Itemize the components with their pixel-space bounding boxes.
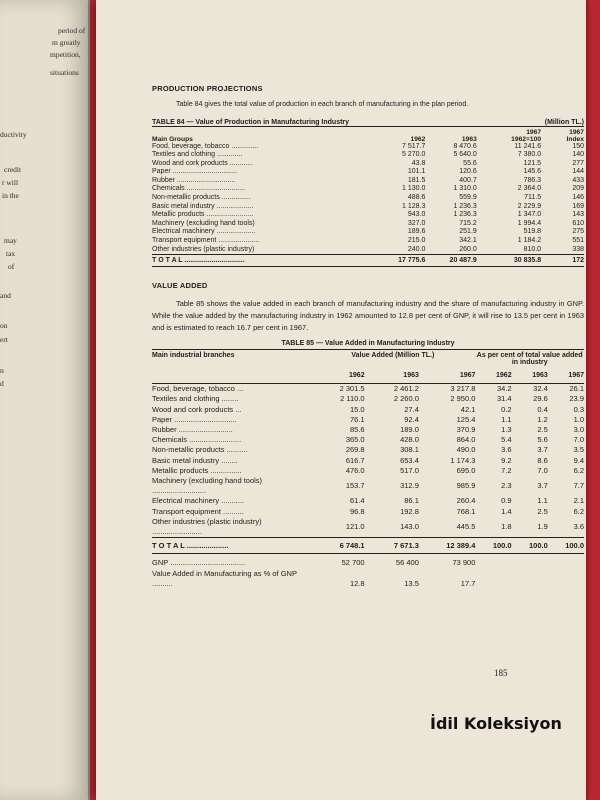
table85-cell: 3.7	[537, 481, 548, 491]
table85-cell: 0.4	[537, 404, 548, 414]
table84-cell: 275	[572, 228, 584, 236]
table84-col-index-year: 1967	[569, 128, 584, 136]
table84-cell: 400.7	[459, 176, 477, 184]
table84-cell: 144	[572, 168, 584, 176]
table85-cell: 2 110.0	[340, 394, 365, 404]
table85-cell: 370.9	[456, 425, 476, 435]
table85-total-cell: 100.0	[475, 538, 511, 554]
table85-year: 1967	[548, 366, 584, 384]
table85-cell: 29.6	[533, 394, 548, 404]
table85-row	[152, 466, 584, 476]
table84-cell: 240.0	[407, 245, 426, 253]
left-fragment: in the	[2, 191, 19, 200]
table84-cell: 2 364.0	[517, 185, 542, 193]
table84-cell: 1 130.0	[402, 185, 426, 193]
table85-cell: 695.0	[456, 465, 476, 475]
table84-cell: 1 310.0	[453, 185, 477, 193]
left-fragment: ductivity	[0, 130, 27, 139]
table85-cell: 1.8	[501, 521, 512, 531]
table85-cell: 1.1	[501, 414, 512, 424]
table85-total-label: T O T A L ....................	[152, 538, 310, 554]
table84-cell: 7 517.7	[402, 142, 426, 150]
table85-cell: 23.9	[569, 394, 584, 404]
table85-cell: 2.1	[573, 496, 584, 506]
table85-cell: 5.4	[501, 435, 512, 445]
table84-cell: 169	[572, 202, 584, 210]
left-fragment: n	[0, 366, 4, 375]
table84-row	[152, 228, 584, 237]
table85-gnp-cell: 56 400	[395, 558, 419, 568]
table85-share-cell: 13.5	[404, 579, 419, 589]
table84-caption: TABLE 84 — Value of Production in Manufacturing Industry	[152, 118, 350, 126]
table84-col-1962: 1962	[410, 135, 426, 143]
table84-cell: 209	[572, 185, 584, 193]
table85-row	[152, 425, 584, 435]
table84-cell: 43.8	[411, 159, 426, 167]
table84-cell: 338	[572, 245, 584, 253]
table84-row	[152, 237, 584, 246]
table85-total-cell: 6 748.1	[310, 538, 364, 554]
table85-year: 1967	[419, 366, 476, 384]
table85-cell: 768.1	[456, 506, 476, 516]
table84-row-label: Electrical machinery ....................	[152, 228, 256, 236]
table84-row	[152, 211, 584, 220]
table84-row-label: Transport equipment .....................	[152, 237, 260, 245]
table84-row-label: Other industries (plastic industry)	[152, 245, 255, 253]
table84-cell: 5 640.0	[453, 151, 477, 159]
table84-cell: 251.9	[459, 228, 477, 236]
table85-share-cell: 12.8	[349, 579, 365, 589]
table84-row	[152, 246, 584, 255]
table85-cell: 3.7	[537, 445, 548, 455]
table84-col-index-label: Index	[566, 135, 584, 143]
table85-row	[152, 445, 584, 455]
table85-cell: 2.5	[537, 506, 548, 516]
table85-row	[152, 435, 584, 445]
table85-row-label: Rubber ..........................	[152, 425, 233, 435]
table85-cell: 27.4	[404, 404, 419, 414]
table85-cell: 0.2	[501, 404, 512, 414]
table84-cell: 1 347.0	[517, 211, 542, 219]
table84-cell: 120.6	[459, 168, 477, 176]
table85-cell: 2 950.0	[450, 394, 476, 404]
table84-cell: 181.5	[407, 176, 426, 184]
table84-row	[152, 203, 584, 212]
page-content	[152, 84, 584, 590]
table84-total-1962: 17 775.6	[363, 255, 425, 267]
table84-col-1967-year: 1967	[526, 128, 542, 136]
left-fragment: of	[8, 262, 15, 271]
book-page	[96, 0, 586, 800]
table84-cell: 215.0	[407, 237, 426, 245]
table85-cell: 653.4	[400, 455, 419, 465]
table85-cell: 3.6	[501, 445, 512, 455]
table84-cell: 8 470.6	[453, 142, 477, 150]
table85-row	[152, 384, 584, 395]
table85-cell: 2 260.0	[393, 394, 419, 404]
table85-row	[152, 405, 584, 415]
table85-cell: 6.2	[573, 506, 584, 516]
table85-row-label: Wood and cork products ...	[152, 404, 242, 414]
table85-row-label: Transport equipment ..........	[152, 506, 244, 516]
table84-cell: 146	[572, 194, 584, 202]
table85-row	[152, 456, 584, 466]
table85-cell: 1.3	[501, 425, 512, 435]
table85-cell: 1.0	[573, 414, 584, 424]
table85-gnp-label: GNP ....................................	[152, 558, 246, 568]
table85-row-label: Basic metal industry ........	[152, 455, 238, 465]
table85-row-label: Electrical machinery ...........	[152, 496, 245, 506]
table84-col-1967	[477, 129, 541, 143]
left-fragment: tax	[6, 249, 16, 258]
table84-cell: 715.2	[459, 219, 477, 227]
table85-cell: 9.2	[501, 455, 512, 465]
table85-cell: 0.3	[573, 404, 584, 414]
table85-cell: 476.0	[345, 465, 365, 475]
table85-cell: 1.4	[501, 506, 512, 516]
table85-year: 1963	[365, 366, 419, 384]
table85-cell: 864.0	[456, 435, 476, 445]
table84-cell: 140	[572, 151, 584, 159]
table85-cell: 1 174.3	[450, 455, 476, 465]
table84-cell: 327.0	[407, 219, 426, 227]
table85-cell: 153.7	[345, 481, 365, 491]
table85-cell: 121.0	[345, 521, 365, 531]
table84-cell: 711.5	[524, 194, 542, 202]
table84-cell: 121.5	[523, 159, 542, 167]
table84-row-label: Basic metal industry ...................	[152, 202, 254, 210]
table85-cell: 3.0	[573, 425, 584, 435]
table85-cell: 3.6	[573, 521, 584, 531]
table85-row	[152, 394, 584, 404]
table84-col-1963: 1963	[461, 135, 477, 143]
table85-cell: 61.4	[349, 496, 365, 506]
table85-year: 1963	[512, 366, 548, 384]
table85-share-label: Value Added in Manufacturing as % of GNP ..........	[152, 568, 297, 589]
table85-cell: 32.4	[533, 384, 548, 394]
table85-cell: 85.6	[349, 425, 365, 435]
table85-cell: 365.0	[345, 435, 365, 445]
left-fragment: period of	[58, 26, 86, 35]
heading-value-added: VALUE ADDED	[152, 281, 208, 291]
table85-cell: 8.6	[537, 455, 548, 465]
table84-row-label: Wood and cork products ............	[152, 159, 254, 167]
table85-cell: 6.2	[573, 465, 584, 475]
table85-cell: 34.2	[496, 384, 512, 394]
table84-cell: 1 994.4	[517, 219, 542, 227]
table84-cell: 143	[572, 211, 584, 219]
table85-cell: 2.5	[537, 425, 548, 435]
table85-cell: 1.1	[537, 496, 548, 506]
left-fragment: r will	[2, 178, 19, 187]
table84-cell: 342.1	[459, 237, 477, 245]
table85-row	[152, 517, 584, 538]
table84-row-label: Food, beverage, tobacco ..............	[152, 142, 259, 150]
table84-cell: 943.0	[407, 211, 426, 219]
paragraph-production: Table 84 gives the total value of production in each branch of manufacturing in the plan period.	[176, 101, 469, 108]
table85-year: 1962	[475, 366, 511, 384]
table84-row	[152, 160, 584, 169]
paragraph-value-added: Table 85 shows the value added in each branch of manufacturing industry and the share of manufacturing industry in GNP. While the value added by the manufacturing industry in 1962 amounted to 12.8 per cent of GNP, it will rise to 13.5 per cent in 1963 and is estimated to reach 16.7 per cent in 1967.	[152, 299, 584, 333]
table85-total-cell: 100.0	[512, 538, 548, 554]
table85-row-label: Other industries (plastic industry) ........................	[152, 516, 262, 537]
table84-cell: 519.8	[523, 228, 542, 236]
table84-cell: 2 229.9	[517, 202, 542, 210]
table85-cell: 490.0	[456, 445, 476, 455]
table84-total-1967: 30 835.8	[477, 255, 541, 267]
table85-cell: 7.7	[573, 481, 584, 491]
table84-unit: (Million TL.)	[544, 118, 584, 126]
table84-row	[152, 185, 584, 194]
table85-row-label: Paper ..............................	[152, 414, 237, 424]
table84-col-1967-base: 1962=100	[511, 135, 542, 143]
table85-cell: 125.4	[456, 414, 476, 424]
left-fragment: situations	[50, 68, 79, 77]
table84-cell: 488.6	[407, 194, 426, 202]
table85-cell: 15.0	[349, 404, 365, 414]
table84-row	[152, 151, 584, 160]
table85-total-cell: 7 671.3	[365, 538, 419, 554]
table85-cell: 7.0	[537, 465, 548, 475]
table85-gnp-cell: 73 900	[452, 558, 476, 568]
table84-cell: 810.0	[523, 245, 542, 253]
table85-row-label: Non-metallic products ..........	[152, 445, 248, 455]
table84-row	[152, 220, 584, 229]
table84-row	[152, 143, 584, 152]
table85-row-label: Machinery (excluding hand tools) ..........................	[152, 476, 263, 496]
table85-cell: 517.0	[400, 465, 419, 475]
table85-cell: 260.4	[456, 496, 476, 506]
table85-cell: 9.4	[573, 455, 584, 465]
table85-cell: 26.1	[569, 384, 584, 394]
table84-total-1963: 20 487.9	[425, 255, 476, 267]
table84-cell: 551	[572, 237, 584, 245]
left-page-edge	[0, 0, 90, 800]
table84-cell: 150	[572, 142, 584, 150]
table85-cell: 1.9	[537, 521, 548, 531]
table84-cell: 610	[572, 219, 584, 227]
table84-row-label: Metallic products ........................	[152, 211, 254, 219]
table84-row	[152, 177, 584, 186]
table85-year: 1962	[310, 366, 364, 384]
table85-cell: 0.9	[501, 496, 512, 506]
table85-gnp-cell: 52 700	[341, 558, 365, 568]
table84-cell: 433	[572, 176, 584, 184]
table85-cell: 86.1	[404, 496, 419, 506]
table85-cell: 7.2	[501, 465, 512, 475]
table85-cell: 428.0	[400, 435, 419, 445]
table84-row	[152, 168, 584, 177]
table85-col-percent: As per cent of total value added in industry	[476, 352, 583, 367]
left-fragment: ert	[0, 335, 8, 344]
table84-total-label: T O T A L ...............................	[152, 255, 363, 267]
table85-col-branches: Main industrial branches	[152, 352, 235, 360]
table84-col-index	[541, 129, 584, 143]
table84-cell: 1 184.2	[517, 237, 542, 245]
watermark-text: İdil Koleksiyon	[430, 714, 562, 733]
table84-cell: 1 236.3	[453, 211, 477, 219]
left-fragment: m greatly	[52, 38, 81, 47]
left-fragment: on	[0, 321, 8, 330]
heading-production-projections: PRODUCTION PROJECTIONS	[152, 84, 263, 93]
table85-cell: 269.8	[345, 445, 365, 455]
table84-cell: 786.3	[523, 176, 542, 184]
table85-total-cell: 12 389.4	[419, 538, 476, 554]
table85-cell: 192.8	[400, 506, 419, 516]
table84-col-groups: Main Groups	[152, 135, 193, 143]
table85-cell: 308.1	[400, 445, 419, 455]
table85-total-cell: 100.0	[548, 538, 584, 554]
table85-row-label: Metallic products ...............	[152, 465, 242, 475]
table85-row	[152, 415, 584, 425]
table84-row-label: Non-metallic products ...............	[152, 194, 251, 202]
table85-row	[152, 476, 584, 496]
table85-cell: 7.0	[573, 435, 584, 445]
table-85	[152, 349, 584, 590]
table84-cell: 189.6	[407, 228, 426, 236]
table84-cell: 277	[572, 159, 584, 167]
table85-cell: 312.9	[400, 481, 419, 491]
table84-row-label: Machinery (excluding hand tools)	[152, 219, 255, 227]
table84-cell: 11 241.6	[514, 142, 542, 150]
table84-cell: 1 128.3	[402, 202, 426, 210]
table85-cell: 2 301.5	[339, 384, 365, 394]
table85-cell: 31.4	[496, 394, 512, 404]
table85-cell: 92.4	[404, 414, 419, 424]
table84-row-label: Textiles and clothing .............	[152, 151, 243, 159]
table85-cell: 143.0	[400, 521, 419, 531]
left-fragment: may	[4, 236, 17, 245]
table85-cell: 985.9	[456, 481, 476, 491]
table85-row-label: Chemicals .........................	[152, 435, 242, 445]
table84-row	[152, 194, 584, 203]
table85-cell: 189.0	[400, 425, 419, 435]
table84-row-label: Paper .................................	[152, 168, 237, 176]
table84-cell: 101.1	[407, 168, 426, 176]
table84-cell: 7 380.0	[517, 151, 542, 159]
table85-cell: 42.1	[460, 404, 476, 414]
table85-cell: 445.5	[456, 521, 476, 531]
table84-row-label: Chemicals ..............................	[152, 185, 245, 193]
table85-col-value: Value Added (Million TL.)	[351, 352, 435, 360]
table85-cell: 3 217.8	[450, 384, 476, 394]
table85-cell: 96.8	[349, 506, 365, 516]
table85-row-label: Textiles and clothing ........	[152, 394, 239, 404]
table84-cell: 559.9	[459, 194, 477, 202]
table85-row-label: Food, beverage, tobacco ...	[152, 384, 244, 394]
table84-cell: 55.6	[463, 159, 477, 167]
table85-cell: 616.7	[345, 455, 365, 465]
left-fragment: d	[0, 379, 4, 388]
table85-cell: 1.2	[537, 414, 548, 424]
table84-cell: 1 236.3	[453, 202, 477, 210]
table84-cell: 260.0	[459, 245, 477, 253]
table85-cell: 76.1	[349, 414, 365, 424]
left-fragment: and	[0, 291, 11, 300]
table85-share-cell: 17.7	[460, 579, 476, 589]
table85-cell: 2.3	[501, 481, 512, 491]
left-fragment: credit	[4, 165, 22, 174]
table85-cell: 3.5	[573, 445, 584, 455]
table85-cell: 2 461.2	[393, 384, 419, 394]
table84-row-label: Rubber ..............................	[152, 176, 236, 184]
table-84	[152, 119, 584, 268]
table84-cell: 145.6	[523, 168, 542, 176]
table85-row	[152, 507, 584, 517]
table84-total-index: 172	[541, 255, 584, 267]
table84-cell: 5 270.0	[402, 151, 426, 159]
page-number: 185	[494, 668, 508, 678]
left-fragment: mpetition,	[50, 50, 81, 59]
table85-caption: TABLE 85 — Value Added in Manufacturing Industry	[281, 340, 455, 348]
table85-row	[152, 496, 584, 506]
table85-cell: 5.6	[537, 435, 548, 445]
